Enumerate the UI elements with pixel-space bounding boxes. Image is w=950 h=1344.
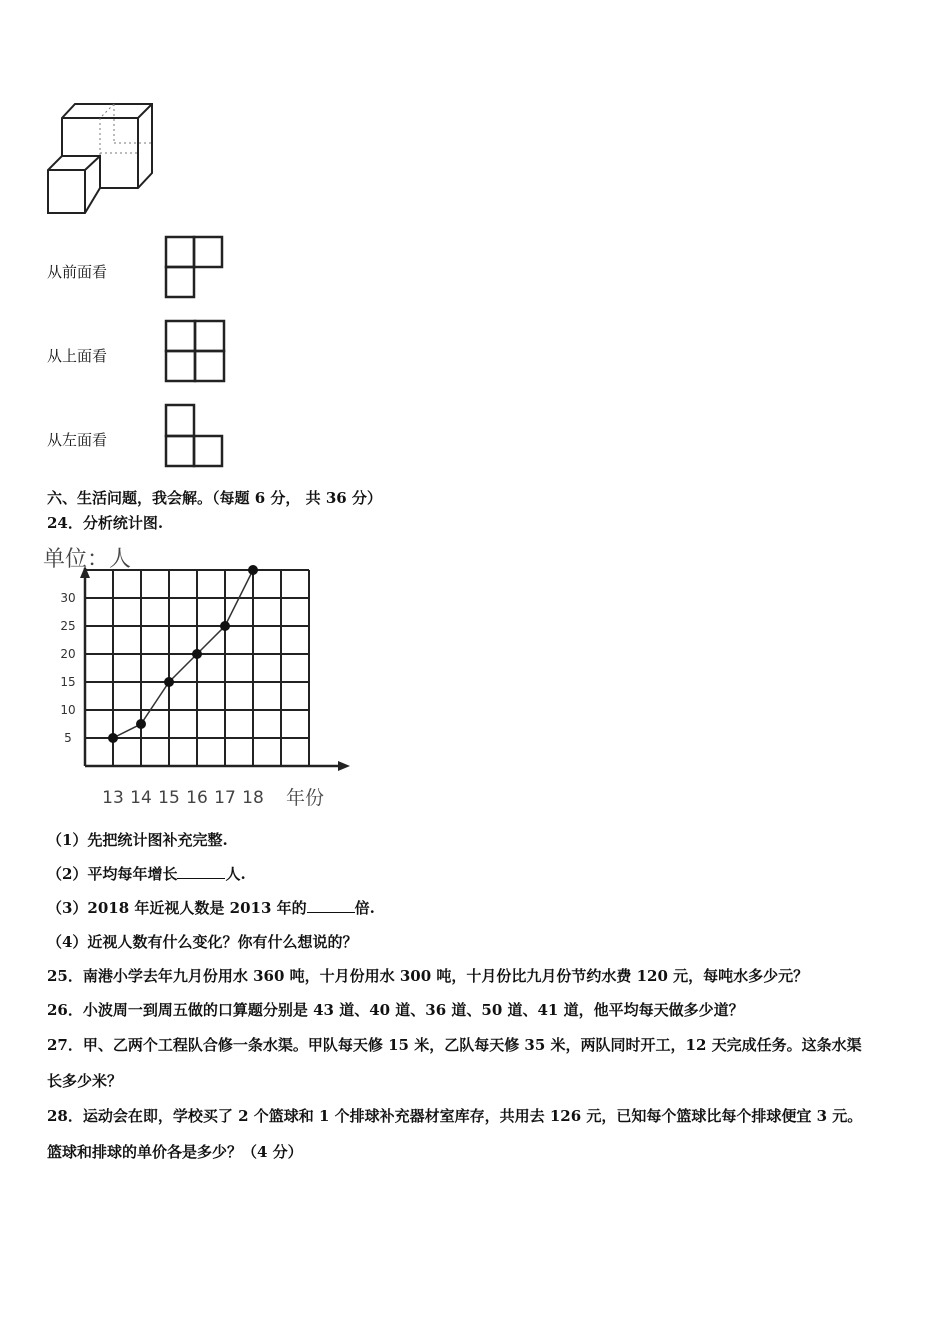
chart [40, 540, 360, 812]
q28-line1: 28．运动会在即，学校买了 2 个篮球和 1 个排球补充器材室库存，共用去 126 元，已知每个篮球比每个排球便宜 3 元。 [47, 1107, 863, 1125]
data-point [164, 677, 174, 687]
block-step-diag [85, 156, 100, 170]
q24-sub3-pre: （3）2018 年近视人数是 2013 年的 [47, 899, 307, 917]
q24-sub4: （4）近视人数有什么变化？你有什么想说的？ [47, 933, 358, 951]
q24-sub3-post: 倍. [354, 899, 375, 917]
x-tick-label: 16 [186, 788, 208, 808]
q24-title: 24．分析统计图. [47, 514, 164, 532]
y-tick-label: 5 [64, 731, 72, 745]
x-tick-label: 13 [102, 788, 124, 808]
data-point [192, 649, 202, 659]
q26: 26．小波周一到周五做的口算题分别是 43 道、40 道、36 道、50 道、41 道，他平均每天做多少道？ [47, 1001, 744, 1019]
front-view-shape [162, 233, 226, 301]
chart-xlabel: 年份 [286, 787, 325, 809]
y-tick-label: 30 [60, 591, 76, 605]
block-lower-edge [48, 170, 85, 213]
chart-unit-label: 单位：人 [43, 547, 132, 572]
data-point [220, 621, 230, 631]
q24-sub3-blank[interactable] [307, 898, 355, 913]
data-point [108, 733, 118, 743]
section-six-title: 六、生活问题，我会解。（每题 6 分， 共 36 分） [47, 489, 382, 507]
q24-sub2 [47, 863, 246, 884]
q27-line2: 长多少米？ [47, 1072, 123, 1090]
y-tick-label: 10 [60, 703, 76, 717]
x-tick-label: 17 [214, 788, 236, 808]
block-figure [40, 98, 160, 220]
left-view-shape [162, 401, 226, 471]
q28-line2: 篮球和排球的单价各是多少？（4 分） [47, 1143, 303, 1161]
q27-line1: 27．甲、乙两个工程队合修一条水渠。甲队每天修 15 米，乙队每天修 35 米，两队同时开工，12 天完成任务。这条水渠 [47, 1036, 862, 1054]
top-view-label: 从上面看 [47, 347, 108, 365]
x-tick-label: 18 [242, 788, 264, 808]
y-tick-label: 25 [60, 619, 76, 633]
q24-sub2-pre: （2）平均每年增长 [47, 865, 178, 883]
y-tick-label: 20 [60, 647, 76, 661]
left-view-label: 从左面看 [47, 431, 108, 449]
q24-sub1: （1）先把统计图补充完整. [47, 831, 228, 849]
x-tick-label: 14 [130, 788, 152, 808]
y-tick-label: 15 [60, 675, 76, 689]
block-top-edge [62, 104, 152, 118]
q24-sub2-post: 人. [225, 865, 246, 883]
q24-sub2-blank[interactable] [177, 864, 225, 879]
x-tick-label: 15 [158, 788, 180, 808]
data-point [248, 565, 258, 575]
front-view-label: 从前面看 [47, 263, 108, 281]
q24-sub3 [47, 897, 375, 918]
x-axis-arrow [338, 761, 350, 771]
data-point [136, 719, 146, 729]
q25: 25．南港小学去年九月份用水 360 吨，十月份用水 300 吨，十月份比九月份节约水费 120 元，每吨水多少元？ [47, 967, 809, 985]
top-view-shape [162, 317, 228, 385]
